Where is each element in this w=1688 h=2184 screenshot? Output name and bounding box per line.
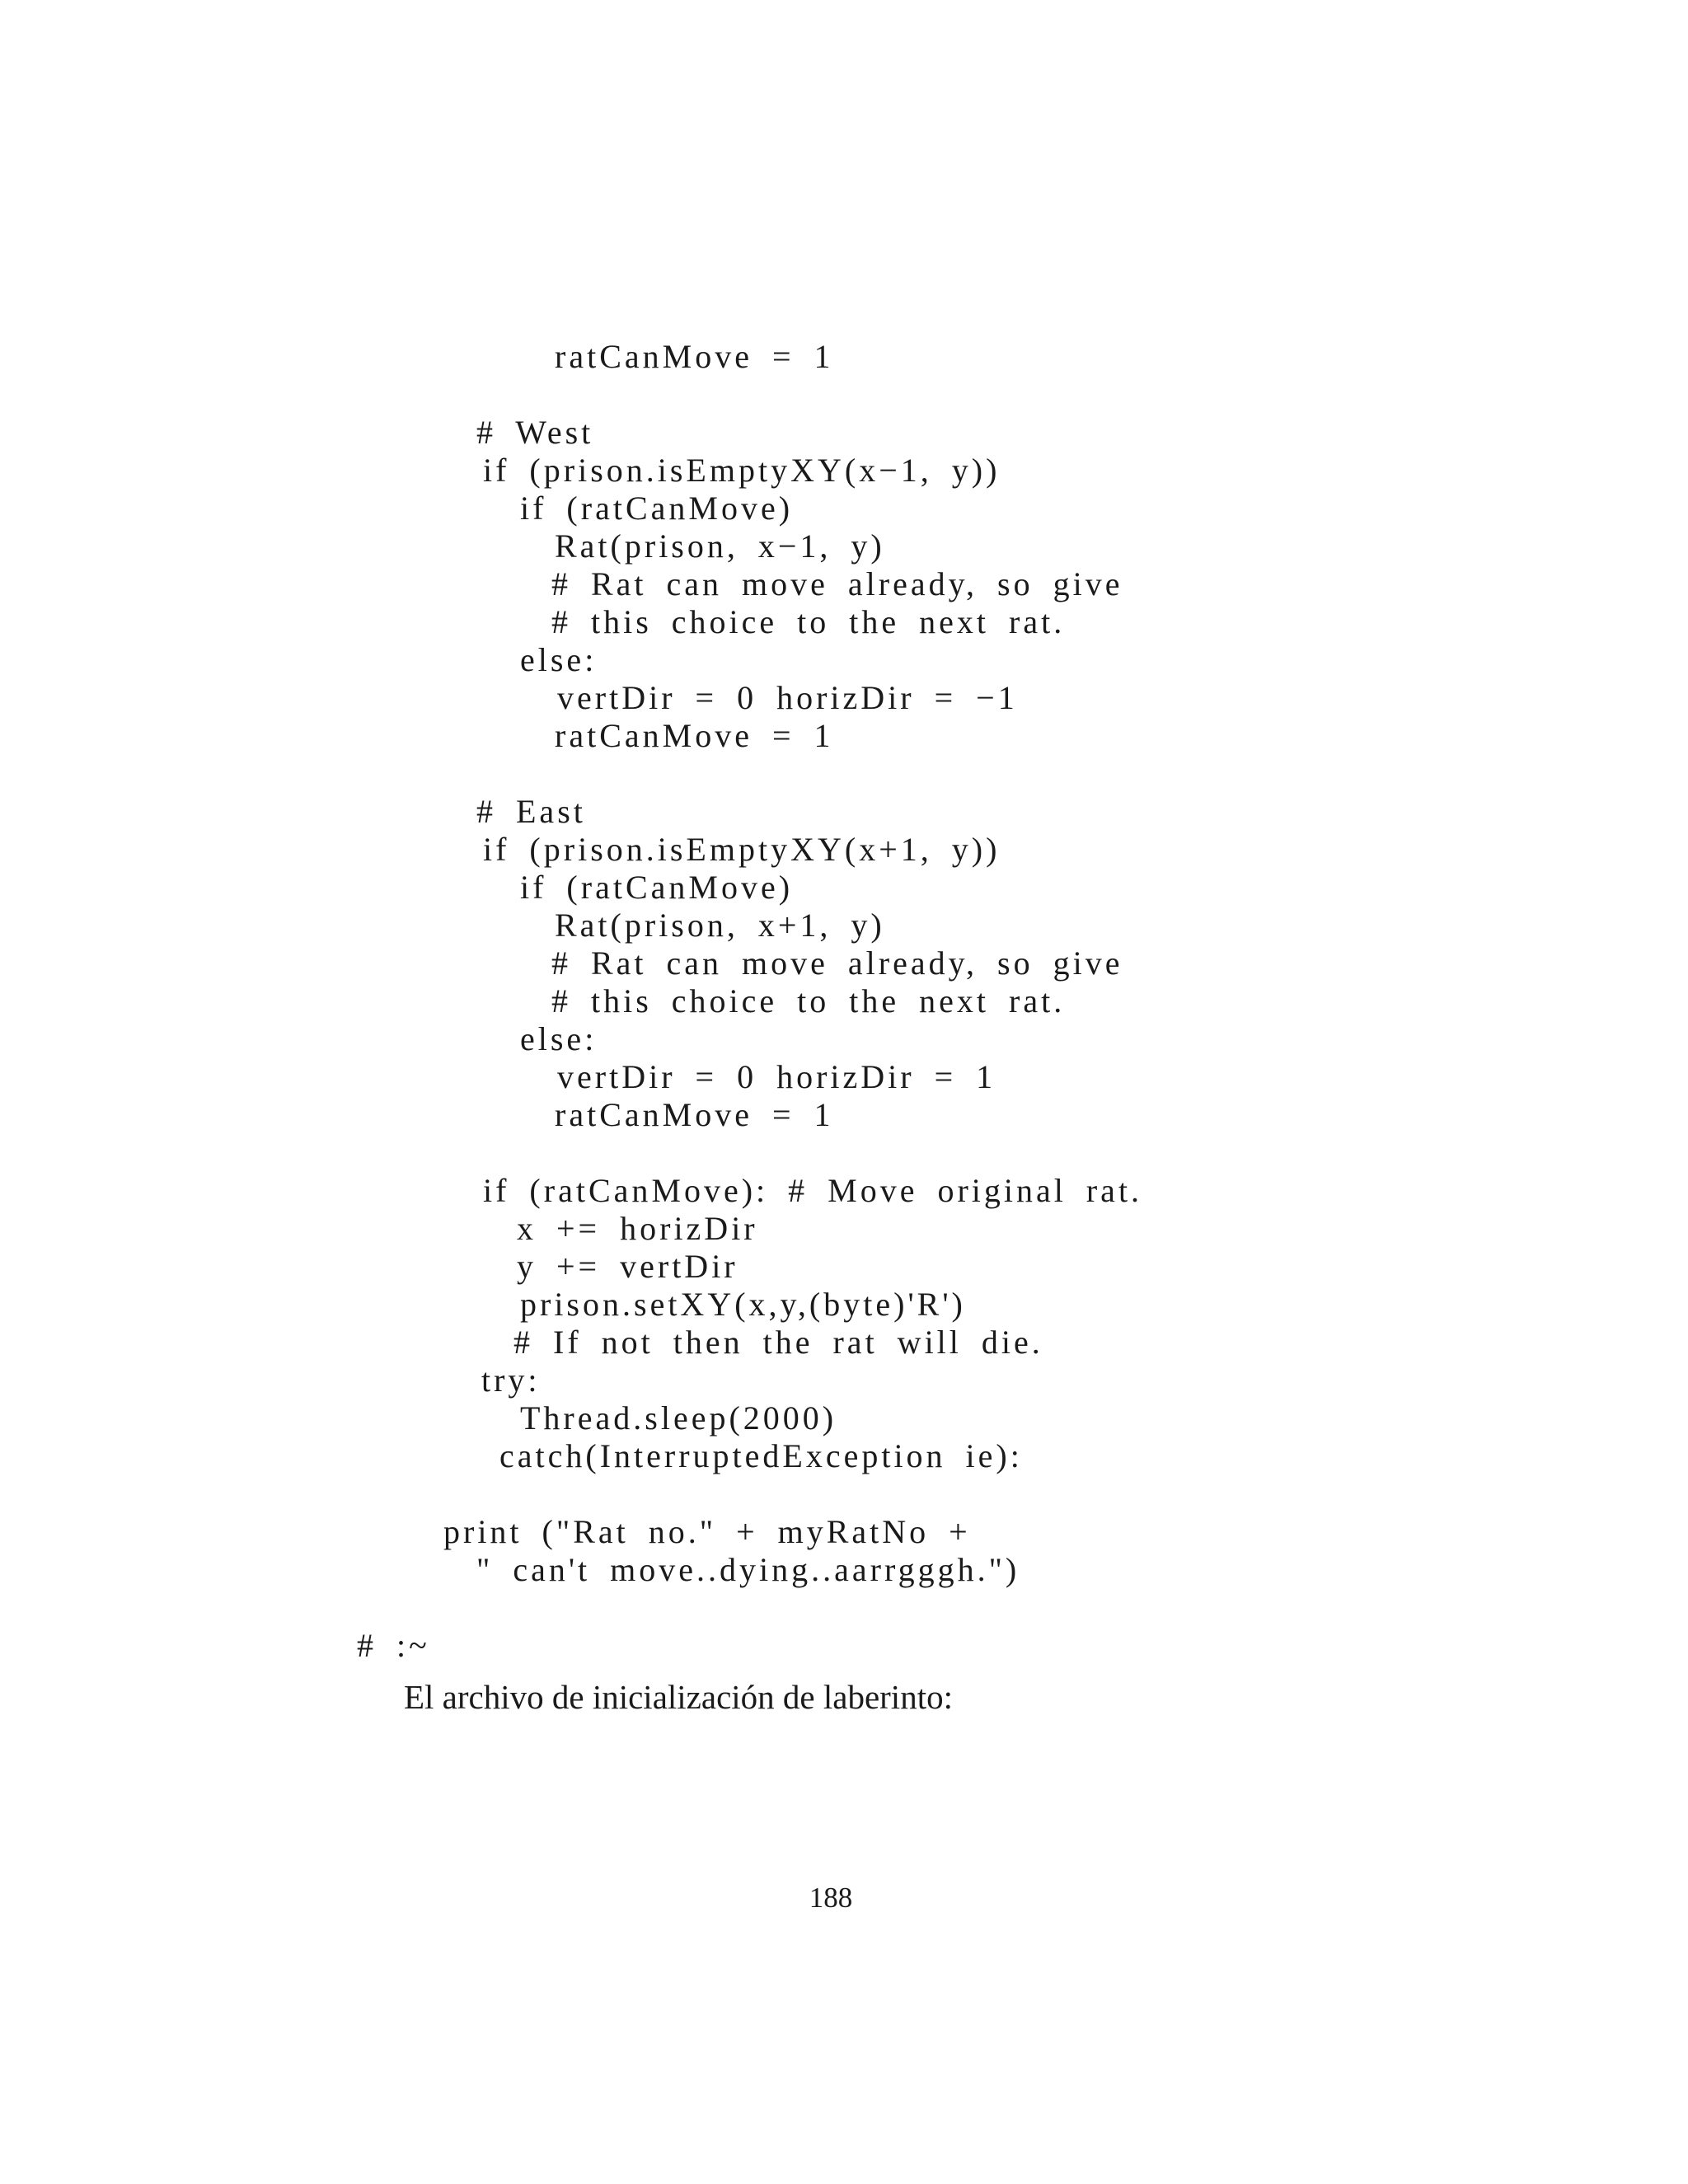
code-line: print ("Rat no." + myRatNo + xyxy=(443,1513,971,1550)
code-line: ratCanMove = 1 xyxy=(555,717,834,754)
code-line: catch(InterruptedException ie): xyxy=(499,1437,1023,1474)
code-line: vertDir = 0 horizDir = −1 xyxy=(557,679,1018,716)
code-line: # this choice to the next rat. xyxy=(551,982,1066,1019)
code-line: if (prison.isEmptyXY(x−1, y)) xyxy=(483,452,1001,489)
code-line: # East xyxy=(476,793,586,830)
code-line: else: xyxy=(520,1020,598,1057)
code-line: if (ratCanMove): # Move original rat. xyxy=(483,1172,1143,1209)
code-line: Rat(prison, x+1, y) xyxy=(555,907,885,944)
code-line: prison.setXY(x,y,(byte)'R') xyxy=(520,1286,966,1323)
code-line: # If not then the rat will die. xyxy=(513,1324,1043,1361)
code-line: # West xyxy=(476,414,594,451)
code-line: try: xyxy=(481,1361,541,1399)
page-number: 188 xyxy=(809,1882,853,1914)
code-line: if (ratCanMove) xyxy=(520,869,794,906)
code-line: ratCanMove = 1 xyxy=(555,338,834,375)
code-line: if (ratCanMove) xyxy=(520,490,794,527)
code-line: y += vertDir xyxy=(517,1248,738,1285)
code-line: # :~ xyxy=(357,1627,430,1664)
code-line: if (prison.isEmptyXY(x+1, y)) xyxy=(483,831,1001,868)
code-line: Thread.sleep(2000) xyxy=(520,1399,837,1436)
code-line: else: xyxy=(520,641,598,678)
code-line: x += horizDir xyxy=(517,1210,758,1247)
code-line: Rat(prison, x−1, y) xyxy=(555,527,885,565)
code-line: # Rat can move already, so give xyxy=(551,944,1123,982)
code-line: " can't move..dying..aarrgggh.") xyxy=(476,1551,1020,1588)
code-line: # Rat can move already, so give xyxy=(551,565,1123,602)
body-paragraph: El archivo de inicialización de laberinto: xyxy=(404,1678,953,1716)
code-line: # this choice to the next rat. xyxy=(551,603,1066,640)
code-line: vertDir = 0 horizDir = 1 xyxy=(557,1058,996,1095)
code-line: ratCanMove = 1 xyxy=(555,1096,834,1133)
